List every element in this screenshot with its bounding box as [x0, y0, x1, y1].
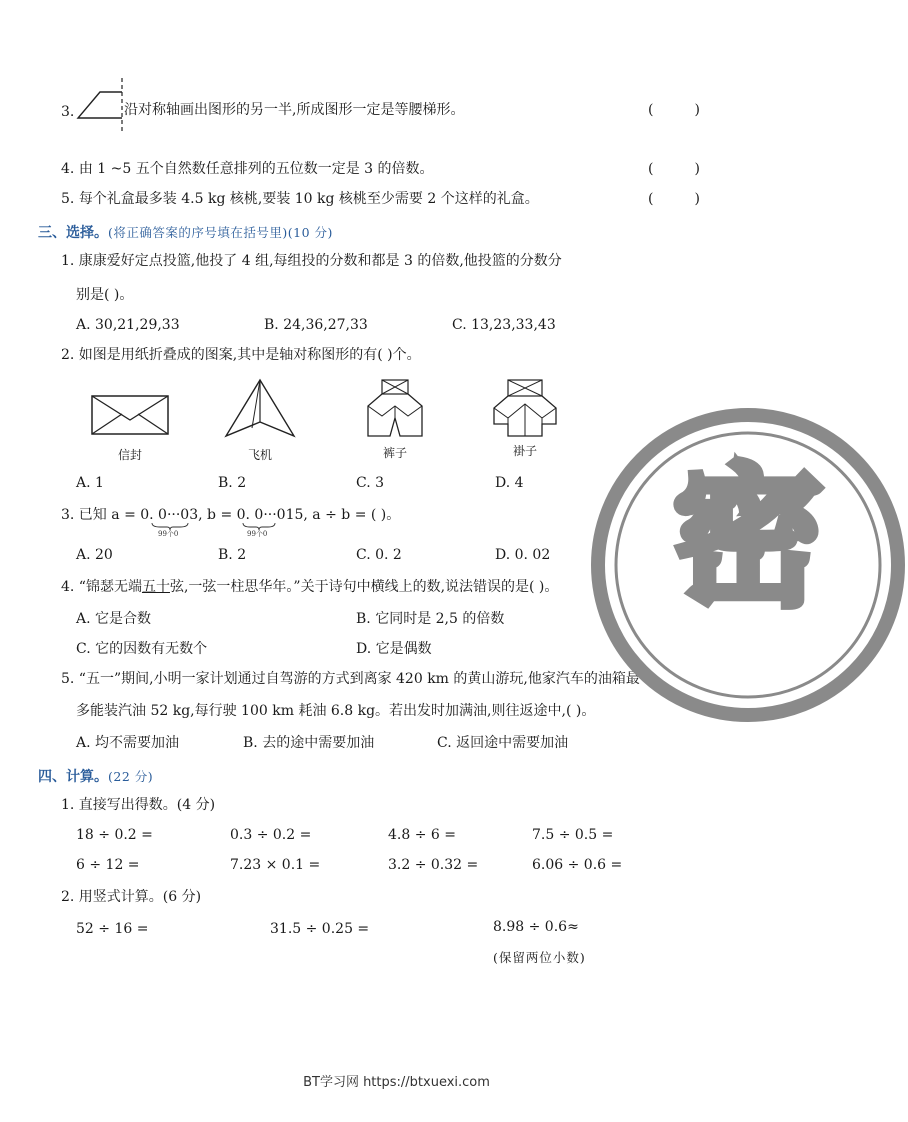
s3-q2-option-b[interactable]: B. 2: [218, 475, 247, 491]
s4-q1-title: 1. 直接写出得数。(4 分): [61, 797, 216, 813]
expr-b: , b = 0. 0···015: [198, 507, 304, 523]
s3-q5-option-b[interactable]: B. 去的途中需要加油: [243, 735, 375, 751]
s3-q3-option-c[interactable]: C. 0. 2: [356, 547, 402, 563]
s3-q3-option-a[interactable]: A. 20: [76, 547, 113, 563]
judge-item-5: 5. 每个礼盒最多装 4.5 kg 核桃,要装 10 kg 核桃至少需要 2 个这样的礼盒。: [61, 191, 539, 207]
s3-q1-option-c[interactable]: C. 13,23,33,43: [452, 317, 556, 333]
judge-item-3-text: 沿对称轴画出图形的另一半,所成图形一定是等腰梯形。: [124, 102, 465, 118]
s3-q2-text: 2. 如图是用纸折叠成的图案,其中是轴对称图形的有( )个。: [61, 347, 421, 363]
s3-q4-option-c[interactable]: C. 它的因数有无数个: [76, 641, 208, 657]
calc-2-4: 6.06 ÷ 0.6 =: [532, 857, 623, 873]
s3-q1-line1: 1. 康康爱好定点投篮,他投了 4 组,每组投的分数和都是 3 的倍数,他投篮的分数分: [61, 253, 562, 269]
answer-paren-5[interactable]: ( ): [648, 191, 700, 207]
paper-plane-figure: [220, 378, 300, 440]
footer-watermark: BT学习网 https://btxuexi.com: [303, 1075, 490, 1090]
calc-1-4: 7.5 ÷ 0.5 =: [532, 827, 614, 843]
s3-q3-option-d[interactable]: D. 0. 02: [495, 547, 551, 563]
s3-q5-option-a[interactable]: A. 均不需要加油: [76, 735, 180, 751]
answer-paren-4[interactable]: ( ): [648, 161, 700, 177]
calc-1-1: 18 ÷ 0.2 =: [76, 827, 153, 843]
calc-2-3: 3.2 ÷ 0.32 =: [388, 857, 479, 873]
s3-q2-option-d[interactable]: D. 4: [495, 475, 524, 491]
svg-text:密: 密: [672, 452, 824, 626]
calc-2-2: 7.23 × 0.1 =: [230, 857, 321, 873]
calc-1-2: 0.3 ÷ 0.2 =: [230, 827, 312, 843]
s3-q4-option-a[interactable]: A. 它是合数: [76, 611, 152, 627]
expr-a: a = 0. 0···03: [111, 507, 199, 523]
calc-2-1: 6 ÷ 12 =: [76, 857, 140, 873]
vertical-calc-3: 8.98 ÷ 0.6≈: [493, 919, 579, 935]
confidential-seal-stamp: [588, 405, 908, 725]
s4-q2-title: 2. 用竖式计算。(6 分): [61, 889, 202, 905]
vertical-calc-1: 52 ÷ 16 =: [76, 921, 149, 937]
rounding-note: (保留两位小数): [493, 950, 586, 965]
figure-label-plane: 飞机: [247, 448, 272, 462]
s3-q4-option-d[interactable]: D. 它是偶数: [356, 641, 432, 657]
figure-label-envelope: 信封: [117, 448, 142, 462]
s3-q4-option-b[interactable]: B. 它同时是 2,5 的倍数: [356, 611, 505, 627]
brace-b-note: 99个0: [247, 530, 268, 538]
s3-q5-line2: 多能装汽油 52 kg,每行驶 100 km 耗油 6.8 kg。若出发时加满油,则往返途中,( )。: [76, 703, 596, 719]
brace-a-note: 99个0: [158, 530, 179, 538]
envelope-figure: [90, 392, 170, 438]
s3-q5-option-c[interactable]: C. 返回途中需要加油: [437, 735, 569, 751]
s3-q1-option-b[interactable]: B. 24,36,27,33: [264, 317, 368, 333]
s3-q3-text: 3. 已知 a = 0. 0···03, b = 0. 0···015, a ÷ b = ( )。: [61, 507, 401, 523]
section-3-heading: 三、选择。(将正确答案的序号填在括号里)(10 分): [38, 225, 333, 241]
s3-q4-text: 4. “锦瑟无端五十弦,一弦一柱思华年。”关于诗句中横线上的数,说法错误的是( )。: [61, 579, 559, 595]
s3-q1-line2: 别是( )。: [76, 287, 134, 303]
judge-item-4: 4. 由 1 ~5 五个自然数任意排列的五位数一定是 3 的倍数。: [61, 161, 434, 177]
vertical-calc-2: 31.5 ÷ 0.25 =: [270, 921, 370, 937]
figure-label-pants: 裤子: [382, 446, 407, 460]
s3-q2-option-c[interactable]: C. 3: [356, 475, 385, 491]
s3-q5-line1: 5. “五一”期间,小明一家计划通过自驾游的方式到离家 420 km 的黄山游玩,他家汽车的油箱最: [61, 671, 640, 687]
answer-paren-3[interactable]: ( ): [648, 102, 700, 118]
judge-item-3-number: 3.: [61, 104, 75, 120]
s3-q2-option-a[interactable]: A. 1: [76, 475, 104, 491]
underlined-number: 五十: [141, 579, 170, 595]
jacket-figure: [490, 378, 560, 440]
section-4-heading: 四、计算。(22 分): [38, 769, 154, 785]
pants-figure: [360, 378, 430, 440]
s3-q1-option-a[interactable]: A. 30,21,29,33: [76, 317, 180, 333]
s3-q3-option-b[interactable]: B. 2: [218, 547, 247, 563]
figure-label-jacket: 褂子: [512, 444, 537, 458]
calc-1-3: 4.8 ÷ 6 =: [388, 827, 456, 843]
